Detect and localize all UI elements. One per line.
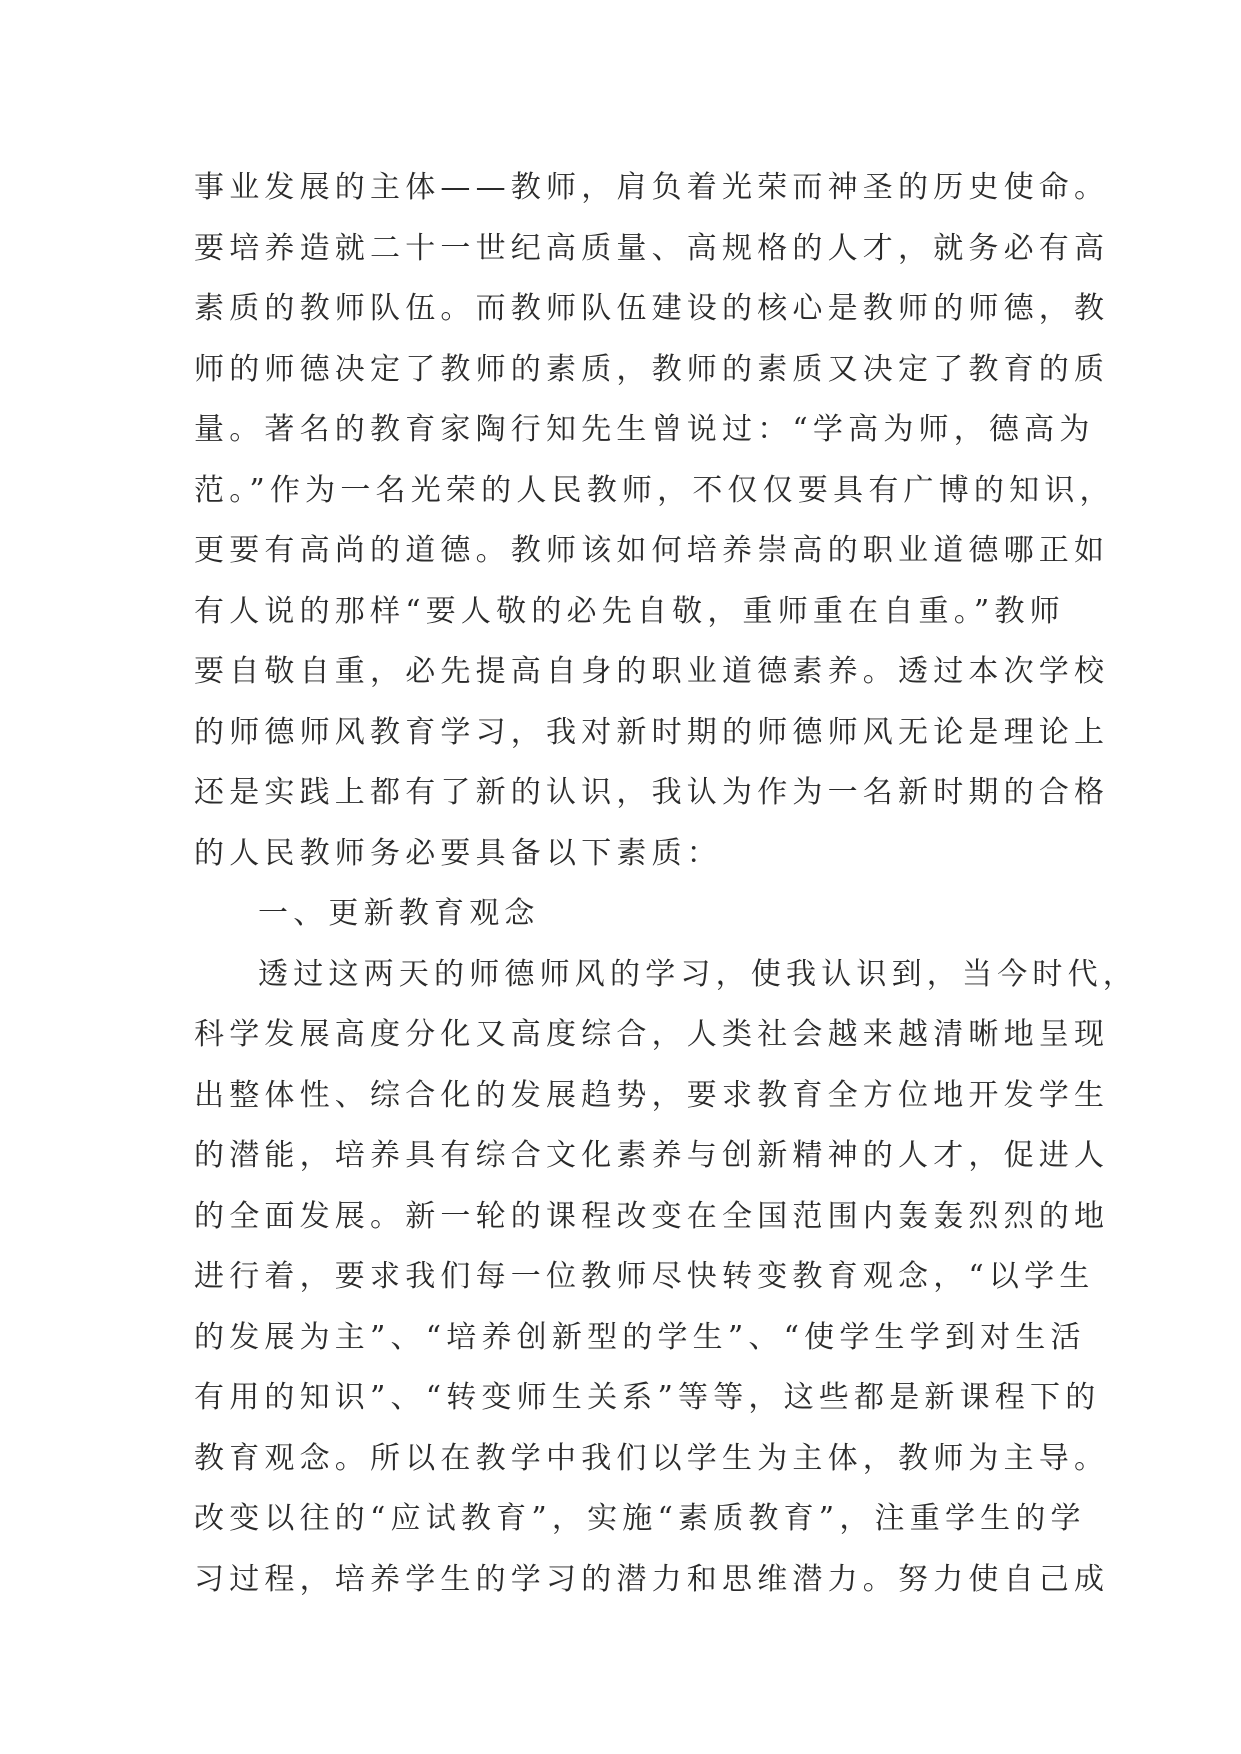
text-line: 的全面发展。新一轮的课程改变在全国范围内轰轰烈烈的地 <box>194 1198 1110 1234</box>
text-line: 素质的教师队伍。而教师队伍建设的核心是教师的师德，教 <box>194 291 1110 326</box>
text-line: 事业发展的主体——教师，肩负着光荣而神圣的历史使命。 <box>194 170 1110 205</box>
text-line: 要自敬自重，必先提高自身的职业道德素养。透过本次学校 <box>194 654 1110 689</box>
text-line: 教育观念。所以在教学中我们以学生为主体，教师为主导。 <box>194 1440 1110 1476</box>
text-line: 的潜能，培养具有综合文化素养与创新精神的人才，促进人 <box>194 1138 1110 1173</box>
text-line: 习过程，培养学生的学习的潜力和思维潜力。努力使自己成 <box>194 1561 1110 1597</box>
text-line: 更要有高尚的道德。教师该如何培养崇高的职业道德哪正如 <box>194 533 1110 568</box>
text-line: 科学发展高度分化又高度综合，人类社会越来越清晰地呈现 <box>194 1017 1110 1052</box>
text-line: 的人民教师务必要具备以下素质： <box>194 835 722 871</box>
text-line: 量。著名的教育家陶行知先生曾说过：“学高为师，德高为 <box>194 412 1095 447</box>
text-line: 有用的知识”、“转变师生关系”等等，这些都是新课程下的 <box>194 1380 1101 1415</box>
text-line: 要培养造就二十一世纪高质量、高规格的人才，就务必有高 <box>194 230 1110 266</box>
text-line: 有人说的那样“要人敬的必先自敬，重师重在自重。”教师 <box>194 593 1065 629</box>
section-heading: 一、更新教育观念 <box>258 896 540 931</box>
text-line: 进行着，要求我们每一位教师尽快转变教育观念，“以学生 <box>194 1259 1095 1294</box>
text-line: 师的师德决定了教师的素质，教师的素质又决定了教育的质 <box>194 351 1110 387</box>
body-text <box>194 158 1138 1610</box>
text-line: 的发展为主”、“培养创新型的学生”、“使学生学到对生活 <box>194 1319 1086 1355</box>
text-line: 的师德师风教育学习，我对新时期的师德师风无论是理论上 <box>194 714 1110 750</box>
text-line: 改变以往的“应试教育”，实施“素质教育”，注重学生的学 <box>194 1501 1086 1536</box>
text-line: 出整体性、综合化的发展趋势，要求教育全方位地开发学生 <box>194 1077 1110 1113</box>
paragraph-first-line: 透过这两天的师德师风的学习，使我认识到，当今时代， <box>258 956 1138 992</box>
text-line: 范。”作为一名光荣的人民教师，不仅仅要具有广博的知识， <box>194 472 1115 508</box>
text-line: 还是实践上都有了新的认识，我认为作为一名新时期的合格 <box>194 775 1110 810</box>
